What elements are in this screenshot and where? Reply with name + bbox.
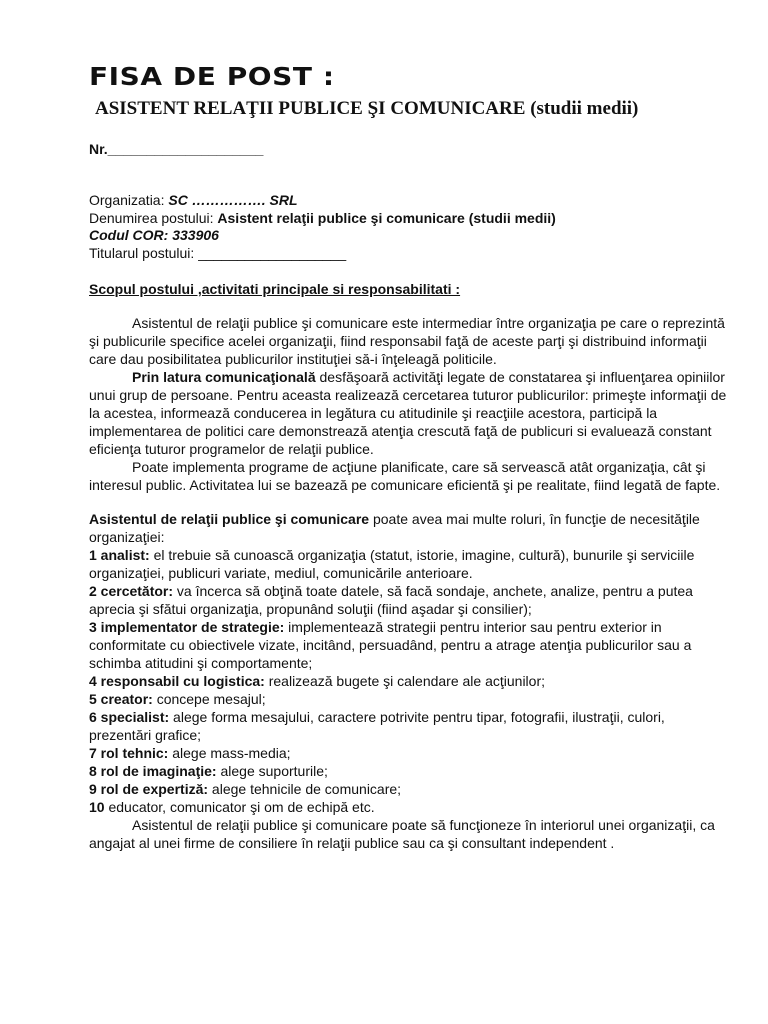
role-text: alege forma mesajului, caractere potrivite pentru tipar, fotografii, ilustraţii, culori, prezentări grafice; [89,709,665,743]
section-heading: Scopul postului ,activitati principale si responsabilitati : [89,281,461,297]
role-label: 2 cercetător: [89,583,174,599]
role-item [89,582,728,618]
role-text: el trebuie să cunoască organizaţia (statut, istorie, imagine, cultură), bunurile şi serviciile organizaţiei, publicuri variate, mediul, comunicările anterioare. [89,547,695,581]
cor-code: Codul COR: 333906 [89,227,219,243]
paragraph-communication-lead: Prin latura comunicaţională [132,369,316,385]
organization-line [89,192,728,210]
roles-intro-body: poate avea mai multe roluri, în funcţie de necesităţile organizaţiei: [89,511,700,545]
paragraph-communication-body: desfăşoară activităţi legate de constatarea şi influenţarea opiniilor unui grup de persoane. Pentru aceasta realizează cercetarea tuturor publicurilor: primeşte informaţii de la acestea, informează conducerea in legătura cu atitudinile şi reacţiile acestora, participă la implementarea de politici care demonstrează atenţia crescută faţă de publicuri si evaluează constant eficienţa tuturor programelor de relaţii publice. [89,369,727,457]
organization-value: SC ……………. SRL [168,192,298,208]
paragraph-intro: Asistentul de relaţii publice şi comunicare este intermediar între organizaţia pe care o reprezintă şi publicurile specifice acelei organizaţii, fiind responsabil faţă de aceste parţi şi distribuind informaţii care dau posibilitatea publicurilor instituţiei să-i înţeleagă politicile. [89,315,725,367]
role-text: alege mass-media; [168,745,291,761]
role-label: 4 responsabil cu logistica: [89,673,265,689]
paragraph-closing: Asistentul de relaţii publice şi comunicare poate să funcţioneze în interiorul unei organizaţii, ca angajat al unei firme de consiliere în relaţii publice sau ca şi consultant independent . [89,817,715,851]
role-label: 7 rol tehnic: [89,745,169,761]
role-item [89,618,728,672]
role-text: educator, comunicator şi om de echipă etc. [104,799,375,815]
position-label: Denumirea postului: [89,209,218,226]
role-text: va încerca să obţină toate datele, să facă sondaje, anchete, analize, pentru a putea aprecia şi sfătui organizaţia, propunând soluţii (fiind aşadar şi consilier); [89,583,693,617]
document-title: FISA DE POST : [89,62,335,91]
role-text: alege tehnicile de comunicare; [208,781,402,797]
role-item [89,762,728,780]
spacer [89,298,728,314]
role-item [89,708,728,744]
role-label: 3 implementator de strategie: [89,619,285,635]
role-label: 10 [89,799,105,815]
roles-intro [89,510,728,546]
roles-intro-lead: Asistentul de relaţii publice şi comunicare [89,511,370,527]
document-number-line: Nr.____________________ [89,141,264,157]
role-item [89,546,728,582]
role-label: 5 creator: [89,691,153,707]
role-text: realizează bugete şi calendare ale acţiunilor; [264,673,545,689]
spacer [89,494,728,510]
position-line [89,210,728,228]
role-text: implementează strategii pentru interior sau pentru exterior in conformitate cu obiectivele vizate, incitând, persuadând, pentru a atrage atenţia publicurilor sau a schimba atitudini şi comportamente; [89,619,692,671]
role-label: 1 analist: [89,547,150,563]
organization-label: Organizatia: [89,192,169,208]
paragraph-programs: Poate implementa programe de acţiune planificate, care să servească atât organizaţia, cât şi interesul public. Activitatea lui se bazează pe comunicare eficientă şi pe realitate, fiind legată de fapte. [89,459,721,493]
role-item [89,780,728,798]
position-value: Asistent relaţii publice şi comunicare (studii medii) [217,209,556,226]
subtitle-suffix: (studii medii) [530,98,639,119]
role-label: 8 rol de imaginaţie: [89,763,217,779]
role-text: alege suporturile; [216,763,328,779]
role-item [89,672,728,690]
role-label: 9 rol de expertiză: [89,781,209,797]
roles-block [89,510,728,852]
role-text: concepe mesajul; [152,691,266,707]
document-subtitle [95,98,728,120]
info-block [89,192,728,262]
role-item [89,690,728,708]
role-label: 6 specialist: [89,709,170,725]
role-item [89,744,728,762]
paragraph-communication [89,368,728,458]
holder-line: Titularul postului: ___________________ [89,244,347,261]
role-item [89,798,728,816]
subtitle-main: ASISTENT RELAŢII PUBLICE ŞI COMUNICARE [95,98,526,119]
